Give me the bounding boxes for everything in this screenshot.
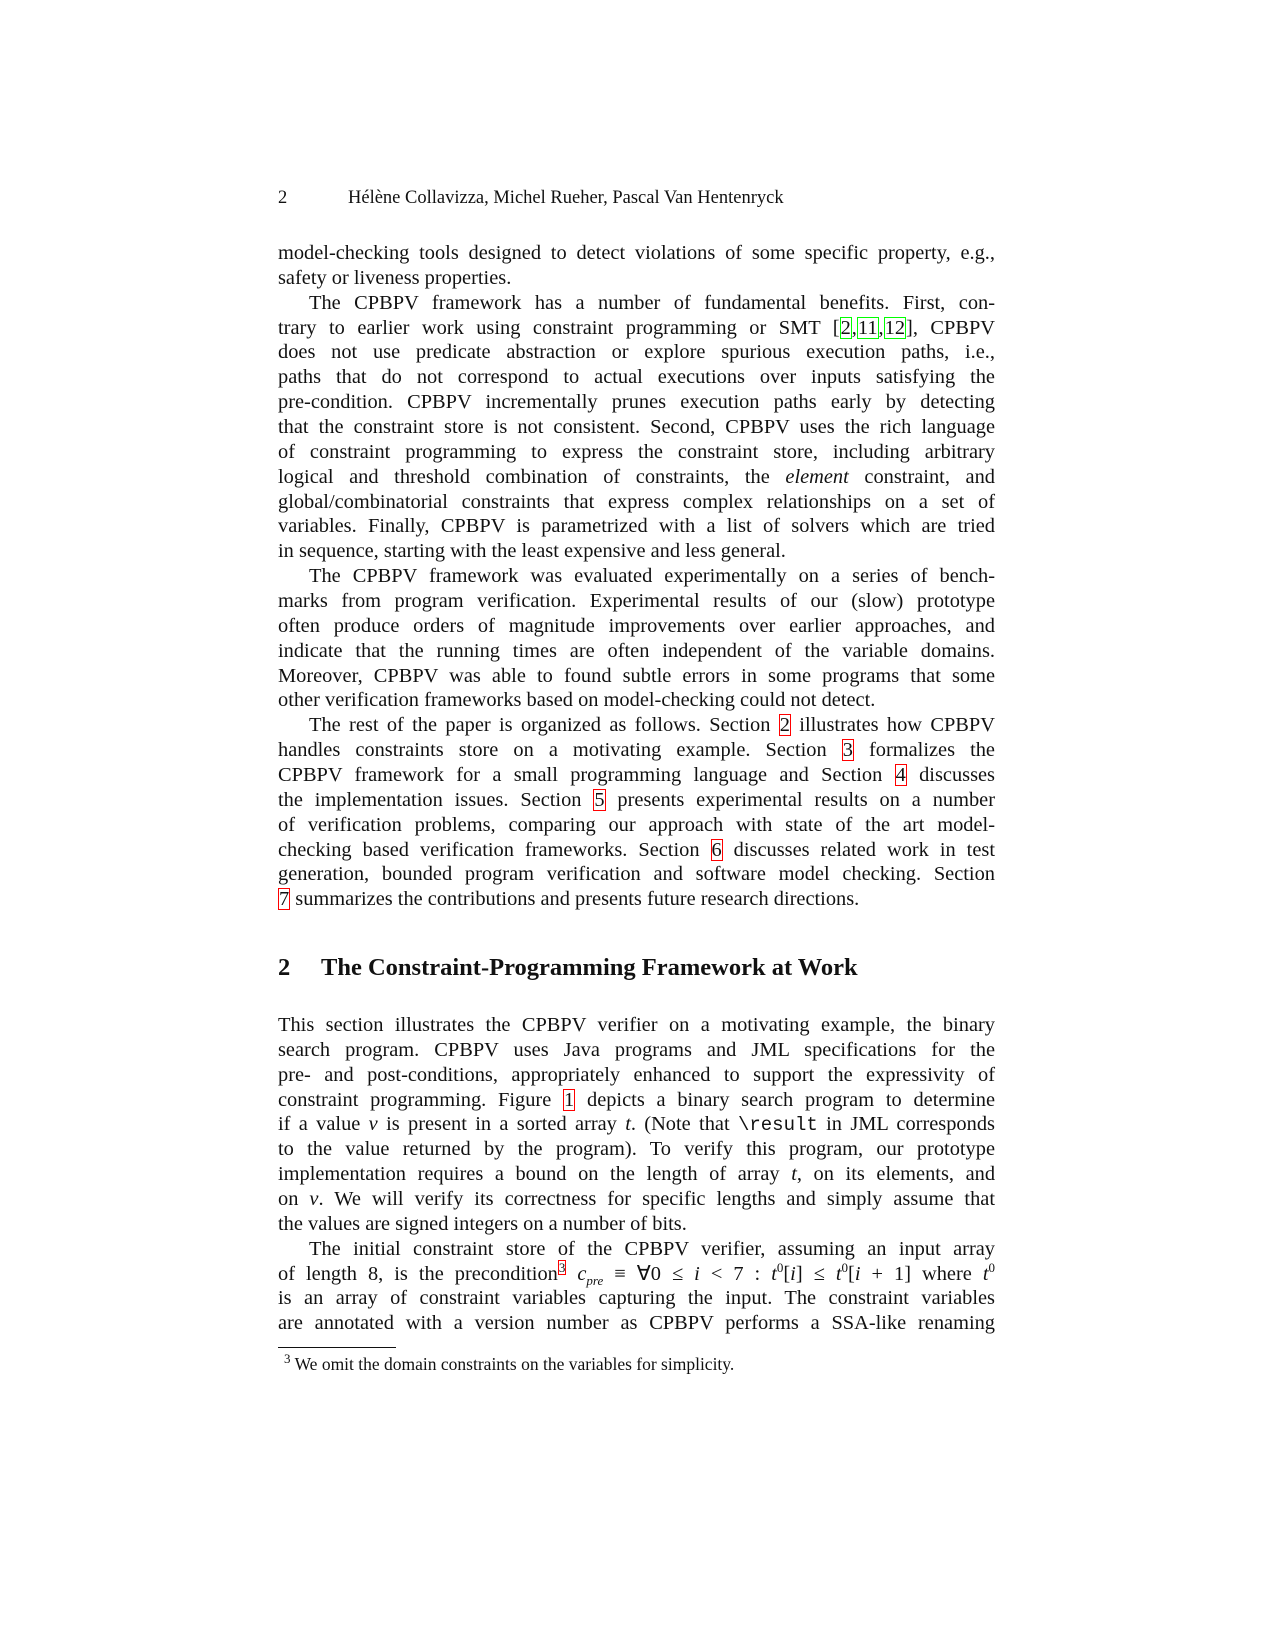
footnote-superscript [558,1260,567,1275]
citation-link[interactable]: 12 [884,316,906,339]
text-line: generation, bounded program verification and software model checking. Section [278,863,995,886]
paragraph [278,713,995,912]
body-text-section-2 [278,1013,995,1336]
body-text-intro [278,241,995,912]
italic-text: t [982,1262,989,1285]
text-line: often produce orders of magnitude improvements over earlier approaches, and [278,614,995,637]
italic-text: v [309,1188,319,1211]
footnote-text: We omit the domain constraints on the variables for simplicity. [294,1354,735,1374]
italic-text: i [854,1262,861,1285]
text-line: This section illustrates the CPBPV verifier on a motivating example, the binary [278,1014,995,1036]
text-line: constraint programming. Figure 1 depicts a binary search program to determine [278,1088,995,1111]
text-line: trary to earlier work using constraint programming or SMT [2,11,12], CPBPV [278,316,996,339]
text-line: search program. CPBPV uses Java programs and JML specifications for the [278,1038,995,1061]
italic-text: t [835,1262,842,1285]
text-line: pre- and post-conditions, appropriately enhanced to support the expressivity of [278,1063,995,1086]
text-line: marks from program verification. Experimental results of our (slow) prototype [278,590,995,613]
text-line: checking based verification frameworks. Section 6 discusses related work in test [278,838,995,861]
paragraph [278,291,995,564]
subscript: pre [586,1272,604,1288]
text-line: handles constraints store on a motivating example. Section 3 formalizes the [278,739,995,762]
text-line: The rest of the paper is organized as follows. Section 2 illustrates how CPBPV [309,714,995,737]
cross-reference-link[interactable]: 7 [279,888,290,911]
paragraph [278,564,995,713]
text-line: the values are signed integers on a number of bits. [278,1212,687,1235]
text-line: The CPBPV framework was evaluated experimentally on a series of bench- [309,565,995,588]
text-line: in sequence, starting with the least expensive and less general. [278,540,786,563]
section-title: The Constraint-Programming Framework at Work [321,954,858,981]
text-line: of length 8, is the precondition$^3$ $c_{pre}$ ≡ ∀0 ≤ i < 7 : $t^0[i] \le t^0[i + 1]$ where $t^0$ [278,1259,995,1288]
italic-text: t [771,1262,777,1285]
cross-reference-link[interactable]: 2 [779,714,790,737]
text-line: safety or liveness properties. [278,266,512,289]
italic-text: element [785,465,849,488]
text-line: model-checking tools designed to detect violations of some specific property, e.g., [278,242,995,264]
text-line: pre-condition. CPBPV incrementally prunes execution paths early by detecting [278,391,995,414]
text-line: if a value v is present in a sorted array t. (Note that \result in JML corresponds [278,1113,995,1137]
text-line: global/combinatorial constraints that express complex relationships on a set of [278,490,995,513]
authors: Hélène Collavizza, Michel Rueher, Pascal Van Hentenryck [348,188,784,208]
text-line: The CPBPV framework has a number of fundamental benefits. First, con- [309,291,995,314]
italic-text: i [694,1262,700,1285]
text-line: paths that do not correspond to actual executions over inputs satisfying the [278,366,995,389]
superscript: 0 [988,1259,995,1275]
cross-reference-link[interactable]: 3 [842,739,853,762]
text-line: of constraint programming to express the constraint store, including arbitrary [278,440,995,463]
page-number: 2 [278,188,288,208]
text-line: of verification problems, comparing our approach with state of the art model- [278,813,995,836]
text-line: Moreover, CPBPV was able to found subtle errors in some programs that some [278,664,995,687]
citation-link[interactable]: 11 [857,316,878,339]
paragraph [278,241,995,291]
paragraph [278,1013,995,1237]
text-line: 7 summarizes the contributions and presents future research directions. [279,888,860,911]
footnote-link[interactable]: 3 [558,1259,566,1275]
cross-reference-link[interactable]: 4 [895,764,906,787]
cross-reference-link[interactable]: 6 [711,838,722,861]
text-line: logical and threshold combination of constraints, the element constraint, and [278,465,995,488]
text-line: the implementation issues. Section 5 presents experimental results on a number [278,788,995,811]
section-number: 2 [278,954,291,981]
citation-link[interactable]: 2 [840,316,851,339]
text-line: The initial constraint store of the CPBPV verifier, assuming an input array [309,1237,995,1260]
text-line: implementation requires a bound on the length of array t, on its elements, and [278,1163,996,1186]
italic-text: v [368,1113,378,1136]
italic-text: c [577,1262,587,1285]
cross-reference-link[interactable]: 1 [564,1088,575,1111]
superscript: 0 [841,1259,849,1275]
cross-reference-link[interactable]: 5 [594,788,605,811]
italic-text: t [791,1163,797,1186]
text-line: does not use predicate abstraction or explore spurious execution paths, i.e., [278,341,995,364]
footnote-rule [278,1347,396,1348]
footnote-mark: 3 [284,1351,291,1367]
text-line: other verification frameworks based on model-checking could not detect. [278,689,876,712]
italic-text: i [790,1262,796,1285]
text-line: indicate that the running times are often independent of the variable domains. [278,639,995,662]
footnote [284,1351,735,1375]
text-line: are annotated with a version number as CPBPV performs a SSA-like renaming [278,1312,995,1335]
text-line: to the value returned by the program). To verify this program, our prototype [278,1138,995,1161]
italic-text: t [625,1113,631,1136]
code-text: \result [737,1114,818,1137]
running-header [278,188,784,209]
text-line: variables. Finally, CPBPV is parametrized with a list of solvers which are tried [278,515,995,538]
text-line: that the constraint store is not consistent. Second, CPBPV uses the rich language [278,416,995,439]
superscript: 0 [776,1259,784,1275]
text-line: is an array of constraint variables capturing the input. The constraint variables [278,1287,995,1310]
text-line: CPBPV framework for a small programming language and Section 4 discusses [278,764,995,787]
paragraph [278,1237,995,1336]
section-heading [278,954,858,982]
text-line: on v. We will verify its correctness for specific lengths and simply assume that [278,1188,995,1211]
